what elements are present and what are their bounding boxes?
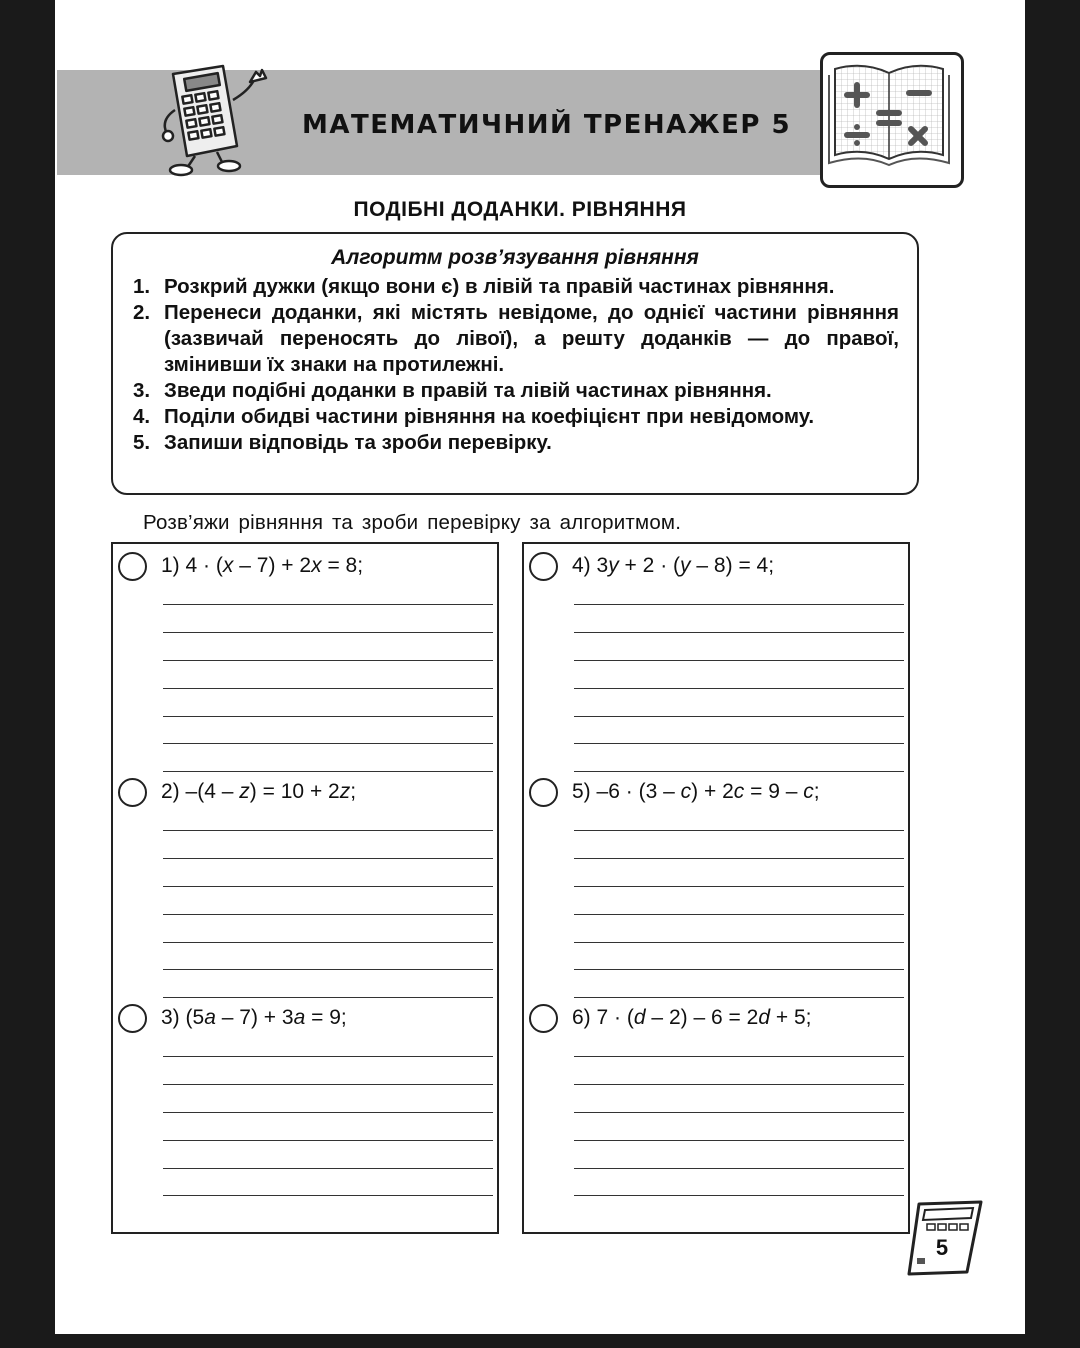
page-number: 5 (935, 1235, 949, 1260)
checkbox-circle[interactable] (529, 1004, 558, 1033)
answer-line[interactable] (574, 1056, 904, 1057)
answer-line[interactable] (163, 1084, 493, 1085)
exercise-column-right (522, 542, 910, 1234)
workbook-page (55, 0, 1025, 1334)
exercise-column-left (111, 542, 499, 1234)
equation-label: 1) 4 · (x – 7) + 2x = 8; (161, 554, 364, 577)
answer-line[interactable] (574, 604, 904, 605)
answer-line[interactable] (163, 688, 493, 689)
checkbox-circle[interactable] (529, 778, 558, 807)
algorithm-step: 1. Розкрий дужки (якщо вони є) в лівій та правій частинах рівняння. (133, 275, 835, 298)
checkbox-circle[interactable] (118, 778, 147, 807)
exercise-task (113, 544, 497, 770)
calculator-mascot-icon (105, 60, 275, 180)
algorithm-steps (113, 274, 917, 456)
equation-label: 2) –(4 – z) = 10 + 2z; (161, 780, 357, 803)
checkbox-circle[interactable] (118, 1004, 147, 1033)
answer-line[interactable] (163, 1168, 493, 1169)
answer-line[interactable] (574, 632, 904, 633)
answer-line[interactable] (163, 743, 493, 744)
answer-line[interactable] (574, 1084, 904, 1085)
answer-line[interactable] (574, 942, 904, 943)
page-number-badge (905, 1198, 985, 1278)
algorithm-step: 5. Запиши відповідь та зроби перевірку. (133, 431, 552, 454)
answer-line[interactable] (574, 886, 904, 887)
answer-line[interactable] (574, 743, 904, 744)
answer-line[interactable] (574, 830, 904, 831)
answer-line[interactable] (163, 1056, 493, 1057)
answer-line[interactable] (163, 660, 493, 661)
math-operations-book-icon (820, 52, 964, 188)
answer-line[interactable] (574, 1112, 904, 1113)
answer-line[interactable] (574, 858, 904, 859)
answer-line[interactable] (574, 1168, 904, 1169)
answer-line[interactable] (574, 1140, 904, 1141)
answer-line[interactable] (163, 1195, 493, 1196)
answer-line[interactable] (163, 886, 493, 887)
page-title: МАТЕМАТИЧНИЙ ТРЕНАЖЕР 5 (302, 110, 792, 140)
checkbox-circle[interactable] (529, 552, 558, 581)
algorithm-step: 3. Зведи подібні доданки в правій та лівій частинах рівняння. (133, 379, 772, 402)
checkbox-circle[interactable] (118, 552, 147, 581)
answer-line[interactable] (163, 1140, 493, 1141)
answer-line[interactable] (163, 858, 493, 859)
algorithm-title: Алгоритм розв’язування рівняння (331, 246, 699, 269)
exercise-task (113, 770, 497, 996)
algorithm-step: 2. Перенеси доданки, які містять невідоме, до однієї частини рівняння (зазвичай переносять до лівої), а решту доданків — до правої, змінивши їх знаки на протилежні. (133, 301, 899, 376)
topic-heading: ПОДІБНІ ДОДАНКИ. РІВНЯННЯ (353, 198, 687, 221)
answer-line[interactable] (163, 914, 493, 915)
answer-line[interactable] (574, 716, 904, 717)
algorithm-box (111, 232, 919, 495)
equation-label: 5) –6 · (3 – c) + 2c = 9 – c; (572, 780, 820, 803)
answer-line[interactable] (163, 716, 493, 717)
answer-line[interactable] (163, 1112, 493, 1113)
answer-line[interactable] (163, 632, 493, 633)
answer-line[interactable] (574, 969, 904, 970)
answer-line[interactable] (163, 942, 493, 943)
answer-line[interactable] (574, 688, 904, 689)
answer-line[interactable] (574, 914, 904, 915)
answer-line[interactable] (574, 1195, 904, 1196)
equation-label: 4) 3y + 2 · (y – 8) = 4; (572, 554, 775, 577)
algorithm-step: 4. Поділи обидві частини рівняння на коефіцієнт при невідомому. (133, 405, 815, 428)
exercise-task (113, 996, 497, 1222)
equation-label: 6) 7 · (d – 2) – 6 = 2d + 5; (572, 1006, 812, 1029)
exercise-task (524, 770, 908, 996)
exercise-task (524, 996, 908, 1222)
answer-line[interactable] (163, 604, 493, 605)
instruction-text: Розв’яжи рівняння та зроби перевірку за алгоритмом. (143, 511, 682, 534)
answer-line[interactable] (163, 969, 493, 970)
answer-line[interactable] (163, 830, 493, 831)
exercise-task (524, 544, 908, 770)
answer-line[interactable] (574, 660, 904, 661)
equation-label: 3) (5a – 7) + 3a = 9; (161, 1006, 347, 1029)
